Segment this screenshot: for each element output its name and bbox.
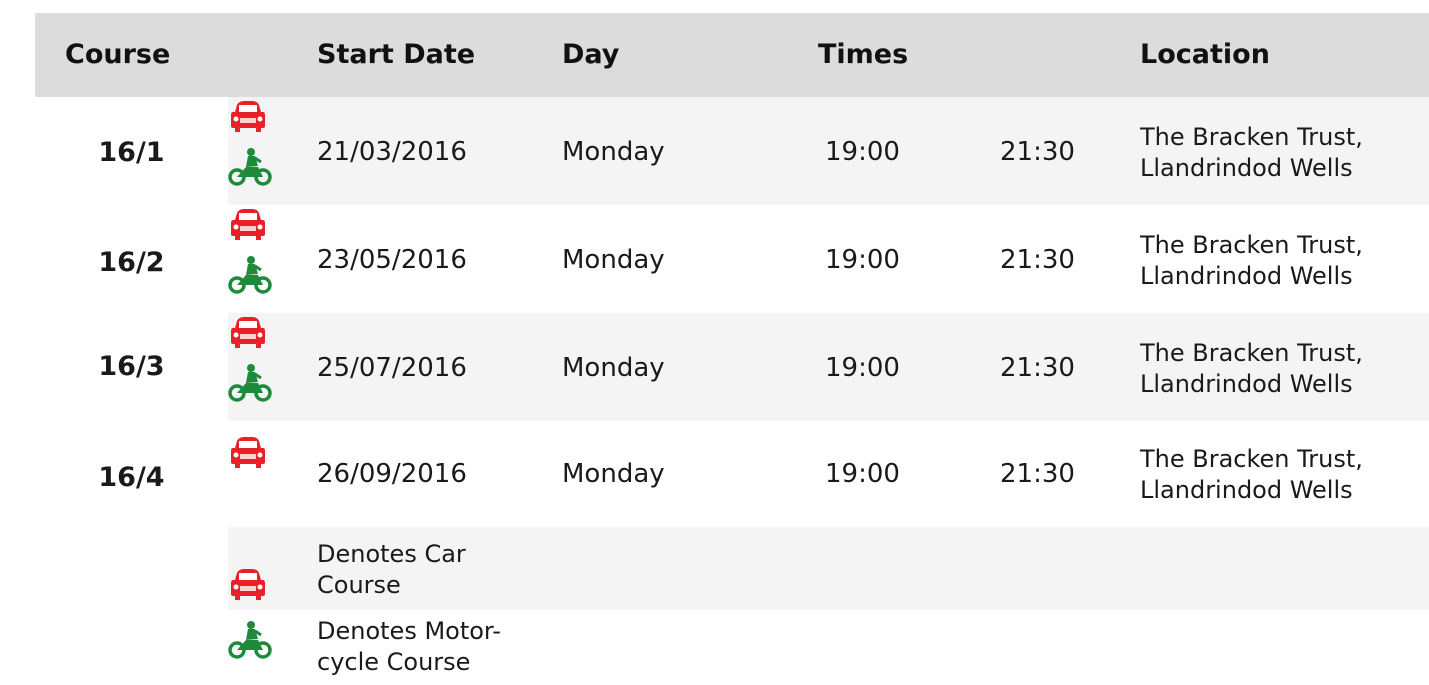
header-location: Location [1140, 39, 1270, 70]
start-date: 26/09/2016 [317, 459, 467, 489]
legend-line: Denotes Car [317, 540, 466, 568]
course-code: 16/2 [98, 247, 165, 278]
header-course: Course [65, 39, 171, 70]
start-time: 19:00 [825, 137, 900, 167]
legend-car-text [317, 539, 466, 601]
legend-row-motorcycle [35, 610, 1429, 685]
table-row [35, 205, 1429, 313]
end-time: 21:30 [1000, 459, 1075, 489]
location [1140, 338, 1363, 400]
legend-line: Denotes Motor- [317, 617, 501, 645]
start-date: 21/03/2016 [317, 137, 467, 167]
location [1140, 122, 1363, 184]
motorcycle-icon [228, 363, 272, 403]
motorcycle-icon [228, 255, 272, 295]
end-time: 21:30 [1000, 353, 1075, 383]
car-icon [228, 207, 268, 243]
legend-line: Course [317, 571, 401, 599]
location-line: The Bracken Trust, [1140, 339, 1363, 367]
table-header [35, 13, 1429, 97]
location-line: Llandrindod Wells [1140, 262, 1353, 290]
location [1140, 444, 1363, 506]
header-day: Day [562, 39, 620, 70]
start-time: 19:00 [825, 459, 900, 489]
car-icon [228, 435, 268, 471]
motorcycle-icon [228, 620, 272, 660]
course-code: 16/1 [98, 137, 165, 168]
location-line: The Bracken Trust, [1140, 445, 1363, 473]
location-line: Llandrindod Wells [1140, 476, 1353, 504]
header-times: Times [818, 39, 909, 70]
start-time: 19:00 [825, 353, 900, 383]
day: Monday [562, 245, 665, 275]
course-code: 16/4 [98, 462, 165, 493]
course-code: 16/3 [98, 351, 165, 382]
end-time: 21:30 [1000, 245, 1075, 275]
car-icon [228, 99, 268, 135]
legend-row-car [35, 527, 1429, 610]
day: Monday [562, 353, 665, 383]
location-line: The Bracken Trust, [1140, 231, 1363, 259]
header-start-date: Start Date [317, 39, 476, 70]
table-row [35, 421, 1429, 527]
day: Monday [562, 459, 665, 489]
start-date: 23/05/2016 [317, 245, 467, 275]
legend-line: cycle Course [317, 648, 471, 676]
table-row [35, 97, 1429, 205]
start-time: 19:00 [825, 245, 900, 275]
car-icon [228, 567, 268, 603]
end-time: 21:30 [1000, 137, 1075, 167]
location [1140, 230, 1363, 292]
table-row [35, 313, 1429, 421]
location-line: Llandrindod Wells [1140, 154, 1353, 182]
day: Monday [562, 137, 665, 167]
location-line: Llandrindod Wells [1140, 370, 1353, 398]
location-line: The Bracken Trust, [1140, 123, 1363, 151]
motorcycle-icon [228, 147, 272, 187]
car-icon [228, 315, 268, 351]
start-date: 25/07/2016 [317, 353, 467, 383]
legend-motorcycle-text [317, 616, 501, 678]
